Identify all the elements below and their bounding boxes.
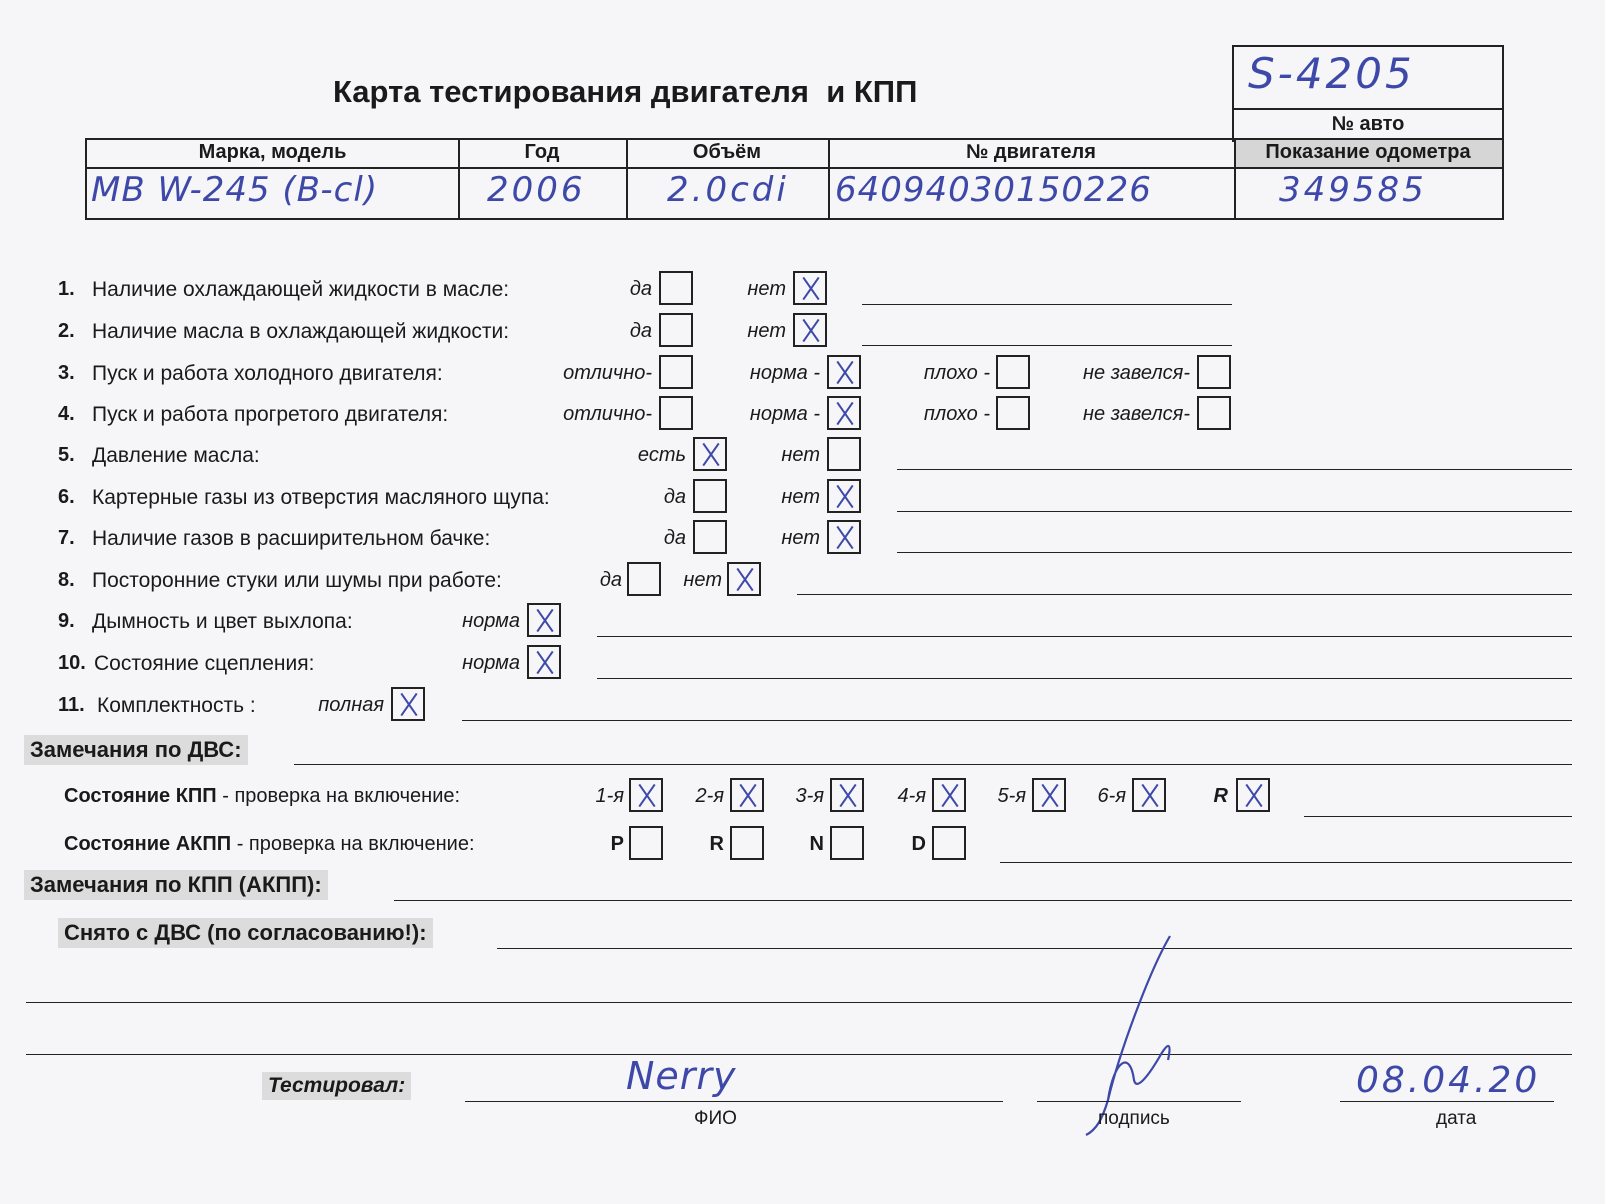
gear-r-checkbox[interactable]	[1236, 778, 1270, 812]
item-5-number: 5.	[58, 444, 75, 466]
item-11-checkbox-complete[interactable]	[391, 687, 425, 721]
item-4-checkbox-excellent[interactable]	[659, 396, 693, 430]
tested-by-label: Тестировал:	[262, 1072, 411, 1100]
value-odometer: 349585	[1279, 170, 1427, 210]
signature-caption: подпись	[1098, 1108, 1170, 1129]
gear-4-checkbox[interactable]	[932, 778, 966, 812]
item-3-checkbox-normal[interactable]	[827, 355, 861, 389]
item-10-notes-line	[597, 678, 1572, 679]
engine-remarks-label: Замечания по ДВС:	[24, 735, 248, 765]
item-2-notes-line	[862, 345, 1232, 346]
item-8-option-yes: да	[599, 569, 622, 591]
item-3-option-normal: норма -	[749, 362, 820, 384]
auto-number-label: № авто	[1331, 113, 1405, 135]
extra-line-2	[26, 1054, 1572, 1055]
gear-2-label: 2-я	[695, 785, 724, 807]
gearbox-remarks-line	[394, 900, 1572, 901]
value-make-model: MB W-245 (B-cl)	[91, 170, 379, 210]
header-year: Год	[524, 141, 560, 163]
item-3-option-excellent: отлично-	[563, 362, 652, 384]
header-make-model: Марка, модель	[198, 141, 347, 163]
item-7-label: Наличие газов в расширительном бачке:	[92, 527, 491, 550]
item-3-checkbox-excellent[interactable]	[659, 355, 693, 389]
item-4-option-normal: норма -	[749, 403, 820, 425]
date-caption: дата	[1436, 1108, 1477, 1129]
extra-line-1	[26, 1002, 1572, 1003]
item-1-checkbox-no[interactable]	[793, 271, 827, 305]
gearbox-notes-line	[1304, 816, 1572, 817]
value-engine-number: 64094030150226	[835, 170, 1152, 210]
item-7-option-no: нет	[781, 527, 820, 549]
item-6-checkbox-yes[interactable]	[693, 479, 727, 513]
item-9-checkbox-normal[interactable]	[527, 603, 561, 637]
item-11-label: Комплектность :	[97, 694, 256, 717]
item-8-number: 8.	[58, 569, 75, 591]
gear-4-label: 4-я	[897, 785, 926, 807]
item-9-number: 9.	[58, 610, 75, 632]
tester-name: Nerry	[626, 1054, 737, 1098]
engine-remarks-line	[294, 764, 1572, 765]
item-6-checkbox-no[interactable]	[827, 479, 861, 513]
item-6-number: 6.	[58, 486, 75, 508]
signature-line	[1037, 1101, 1241, 1102]
item-1-option-yes: да	[629, 278, 652, 300]
item-11-notes-line	[462, 720, 1572, 721]
item-10-label: Состояние сцепления:	[94, 652, 315, 675]
item-7-notes-line	[897, 552, 1572, 553]
mode-d-label: D	[911, 833, 926, 855]
name-line	[465, 1101, 1003, 1102]
removed-line	[497, 948, 1572, 949]
item-10-number: 10.	[58, 652, 86, 674]
mode-r-label: R	[709, 833, 724, 855]
mode-d-checkbox[interactable]	[932, 826, 966, 860]
gear-5-label: 5-я	[997, 785, 1026, 807]
item-3-checkbox-bad[interactable]	[996, 355, 1030, 389]
date-line	[1340, 1101, 1554, 1102]
item-2-number: 2.	[58, 320, 75, 342]
gear-6-checkbox[interactable]	[1132, 778, 1166, 812]
header-volume: Объём	[692, 141, 762, 163]
gear-5-checkbox[interactable]	[1032, 778, 1066, 812]
item-6-notes-line	[897, 511, 1572, 512]
item-1-checkbox-yes[interactable]	[659, 271, 693, 305]
mode-n-checkbox[interactable]	[830, 826, 864, 860]
item-3-label: Пуск и работа холодного двигателя:	[92, 362, 443, 385]
item-7-option-yes: да	[663, 527, 686, 549]
item-1-option-no: нет	[747, 278, 786, 300]
item-4-number: 4.	[58, 403, 75, 425]
item-8-option-no: нет	[683, 569, 722, 591]
item-8-checkbox-yes[interactable]	[627, 562, 661, 596]
mode-r-checkbox[interactable]	[730, 826, 764, 860]
item-1-number: 1.	[58, 278, 75, 300]
item-5-checkbox-absent[interactable]	[827, 437, 861, 471]
item-1-notes-line	[862, 304, 1232, 305]
value-volume: 2.0cdi	[667, 170, 789, 210]
gear-3-label: 3-я	[795, 785, 824, 807]
item-5-option-present: есть	[637, 444, 686, 466]
item-4-option-no-start: не завелся-	[1083, 403, 1190, 425]
item-6-label: Картерные газы из отверстия масляного щупа:	[92, 486, 550, 509]
item-2-checkbox-no[interactable]	[793, 313, 827, 347]
item-9-label: Дымность и цвет выхлопа:	[92, 610, 353, 633]
removed-label-rest: (по согласованию!):	[201, 920, 427, 945]
removed-label-bold: Снято с ДВС	[64, 920, 202, 945]
gear-6-label: 6-я	[1097, 785, 1126, 807]
gear-3-checkbox[interactable]	[830, 778, 864, 812]
item-8-notes-line	[797, 594, 1572, 595]
gearbox-label-bold: Состояние КПП	[64, 785, 217, 807]
item-2-label: Наличие масла в охлаждающей жидкости:	[92, 320, 510, 343]
item-10-option-normal: норма	[462, 652, 520, 674]
auto-gearbox-notes-line	[1000, 862, 1572, 863]
item-11-option-complete: полная	[318, 694, 384, 716]
mode-p-label: P	[610, 833, 624, 855]
item-2-option-no: нет	[747, 320, 786, 342]
item-10-checkbox-normal[interactable]	[527, 645, 561, 679]
item-9-notes-line	[597, 636, 1572, 637]
item-5-label: Давление масла:	[92, 444, 260, 467]
item-11-number: 11.	[58, 694, 85, 716]
item-8-label: Посторонние стуки или шумы при работе:	[92, 569, 502, 592]
auto-gearbox-label	[64, 833, 475, 856]
item-3-option-no-start: не завелся-	[1083, 362, 1190, 384]
item-4-checkbox-bad[interactable]	[996, 396, 1030, 430]
item-1-label: Наличие охлаждающей жидкости в масле:	[92, 278, 510, 301]
gear-r-label: R	[1213, 785, 1228, 807]
header-engine-number: № двигателя	[966, 141, 1096, 163]
page-title: Карта тестирования двигателя и КПП	[333, 74, 918, 109]
item-4-checkbox-no-start[interactable]	[1197, 396, 1231, 430]
item-2-checkbox-yes[interactable]	[659, 313, 693, 347]
item-7-checkbox-yes[interactable]	[693, 520, 727, 554]
item-2-option-yes: да	[629, 320, 652, 342]
item-3-number: 3.	[58, 362, 75, 384]
gearbox-label-rest: - проверка на включение:	[216, 785, 461, 807]
item-4-label: Пуск и работа прогретого двигателя:	[92, 403, 449, 426]
item-6-option-yes: да	[663, 486, 686, 508]
removed-label	[58, 918, 433, 948]
header-odometer: Показание одометра	[1265, 141, 1471, 163]
gearbox-label	[64, 785, 460, 808]
item-4-option-excellent: отлично-	[563, 403, 652, 425]
item-5-checkbox-present[interactable]	[693, 437, 727, 471]
gear-1-label: 1-я	[595, 785, 624, 807]
item-4-option-bad: плохо -	[923, 403, 990, 425]
item-3-checkbox-no-start[interactable]	[1197, 355, 1231, 389]
item-5-option-absent: нет	[781, 444, 820, 466]
item-7-checkbox-no[interactable]	[827, 520, 861, 554]
auto-gearbox-label-rest: - проверка на включение:	[231, 833, 475, 855]
item-9-option-normal: норма	[462, 610, 520, 632]
mode-n-label: N	[809, 833, 824, 855]
fio-caption: ФИО	[694, 1108, 737, 1129]
item-5-notes-line	[897, 469, 1572, 470]
item-7-number: 7.	[58, 527, 75, 549]
item-8-checkbox-no[interactable]	[727, 562, 761, 596]
item-3-option-bad: плохо -	[923, 362, 990, 384]
value-year: 2006	[487, 170, 586, 210]
gear-2-checkbox[interactable]	[730, 778, 764, 812]
mode-p-checkbox[interactable]	[629, 826, 663, 860]
auto-number-value: S-4205	[1248, 49, 1415, 98]
gear-1-checkbox[interactable]	[629, 778, 663, 812]
auto-number-box	[1232, 45, 1504, 142]
vehicle-info-table	[85, 138, 1504, 220]
auto-gearbox-label-bold: Состояние АКПП	[64, 833, 232, 855]
item-4-checkbox-normal[interactable]	[827, 396, 861, 430]
test-date: 08.04.20	[1356, 1060, 1541, 1101]
gearbox-remarks-label: Замечания по КПП (АКПП):	[24, 870, 328, 900]
item-6-option-no: нет	[781, 486, 820, 508]
